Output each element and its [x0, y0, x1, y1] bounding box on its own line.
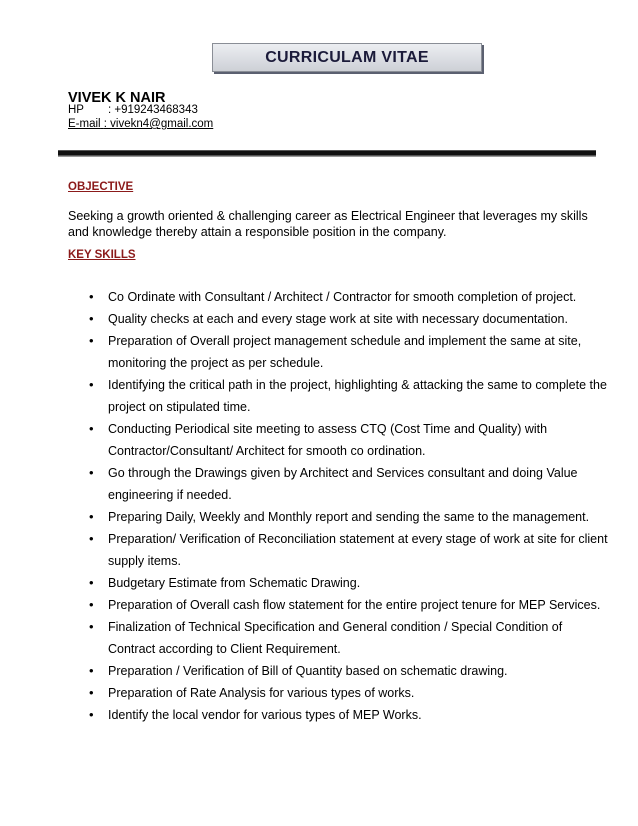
document-title: CURRICULAM VITAE [265, 48, 429, 66]
title-banner [212, 43, 482, 72]
skill-item: • Go through the Drawings given by Architect and Services consultant and doing Value engineering if needed. [68, 462, 608, 506]
key-skills-heading: KEY SKILLS [68, 249, 136, 261]
skill-item: • Preparation / Verification of Bill of Quantity based on schematic drawing. [68, 660, 608, 682]
skill-item: • Budgetary Estimate from Schematic Drawing. [68, 572, 608, 594]
objective-text: Seeking a growth oriented & challenging career as Electrical Engineer that leverages my skills and knowledge thereby attain a responsible position in the company. [68, 209, 588, 239]
skill-item: • Preparation of Overall project management schedule and implement the same at site, monitoring the project as per schedule. [68, 330, 608, 374]
skill-item: • Co Ordinate with Consultant / Architect / Contractor for smooth completion of project. [68, 286, 608, 308]
skill-item: • Finalization of Technical Specification and General condition / Special Condition of Contract according to Client Requirement. [68, 616, 608, 660]
email-value[interactable]: : vivekn4@gmail.com [103, 118, 214, 130]
skill-item: • Preparing Daily, Weekly and Monthly report and sending the same to the management. [68, 506, 608, 528]
key-skills-list [68, 286, 608, 726]
objective-heading: OBJECTIVE [68, 181, 134, 193]
skill-item: • Identifying the critical path in the project, highlighting & attacking the same to complete the project on stipulated time. [68, 374, 608, 418]
candidate-name: VIVEK K NAIR [68, 90, 166, 106]
skill-item: • Preparation of Overall cash flow statement for the entire project tenure for MEP Services. [68, 594, 608, 616]
phone-line [68, 104, 198, 116]
skill-item: • Preparation/ Verification of Reconciliation statement at every stage of work at site for client supply items. [68, 528, 608, 572]
skill-item: • Identify the local vendor for various types of MEP Works. [68, 704, 608, 726]
phone-value: : +919243468343 [108, 104, 198, 116]
email-line[interactable] [68, 118, 213, 130]
skill-item: • Quality checks at each and every stage work at site with necessary documentation. [68, 308, 608, 330]
email-label: E-mail [68, 118, 101, 130]
skill-item: • Preparation of Rate Analysis for various types of works. [68, 682, 608, 704]
section-divider [58, 150, 596, 156]
skill-item: • Conducting Periodical site meeting to assess CTQ (Cost Time and Quality) with Contractor/Consultant/ Architect for smooth co ordination. [68, 418, 608, 462]
phone-label: HP [68, 104, 84, 116]
